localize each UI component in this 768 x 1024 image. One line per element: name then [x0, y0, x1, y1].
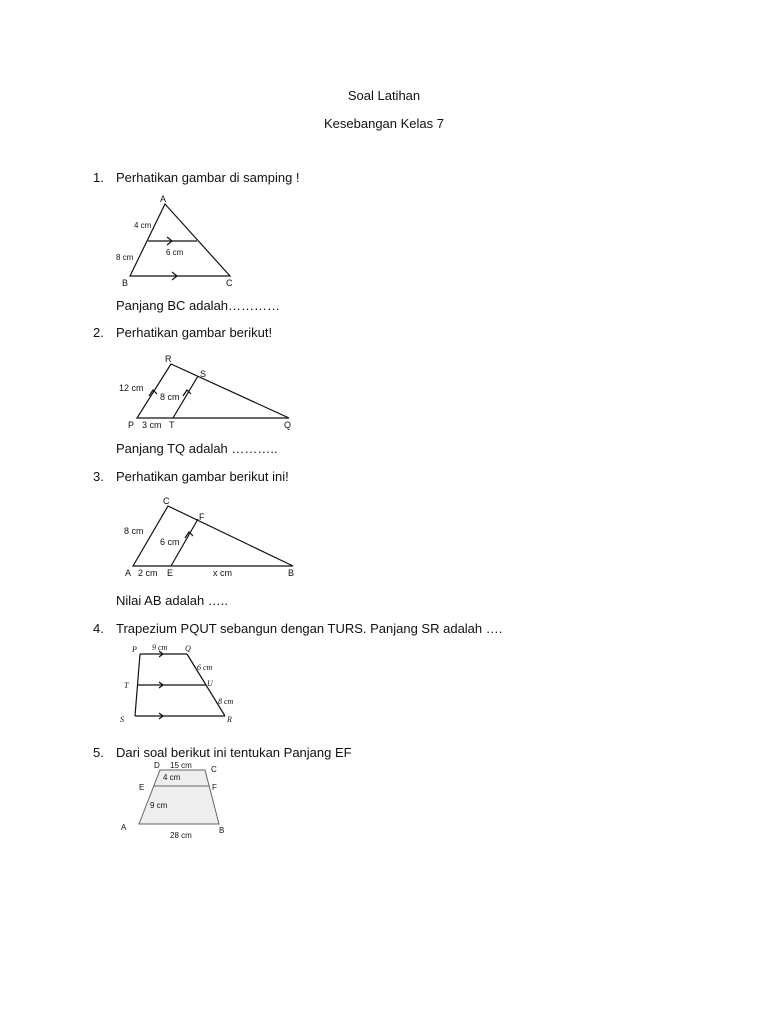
- label-vertex-e: E: [139, 783, 145, 792]
- label-vertex-a: A: [160, 194, 167, 204]
- label-side-ur: 8 cm: [218, 697, 234, 706]
- label-vertex-p: P: [128, 420, 135, 430]
- label-side-eb: x cm: [213, 568, 232, 578]
- label-side-qu: 6 cm: [197, 663, 213, 672]
- label-side-pt: 3 cm: [142, 420, 162, 430]
- label-vertex-q: Q: [284, 420, 292, 430]
- label-vertex-q: Q: [185, 644, 191, 653]
- label-vertex-p: P: [132, 645, 137, 654]
- label-vertex-b: B: [288, 568, 295, 578]
- question-text: Trapezium PQUT sebangun dengan TURS. Panjang SR adalah ….: [116, 621, 503, 636]
- label-side-pq: 9 cm: [152, 643, 168, 652]
- label-side-ab: 28 cm: [170, 831, 192, 840]
- label-vertex-t: T: [124, 681, 129, 690]
- question-answer: Panjang BC adalah…………: [116, 298, 281, 313]
- question-number: 1.: [93, 170, 104, 185]
- question-text: Perhatikan gambar berikut!: [116, 325, 273, 340]
- question-answer: Panjang TQ adalah ………..: [116, 441, 278, 456]
- label-side-pr: 12 cm: [119, 383, 144, 393]
- label-side-ef: 6 cm: [160, 537, 180, 547]
- label-vertex-f: F: [199, 512, 205, 522]
- question-number: 3.: [93, 469, 104, 484]
- label-vertex-r: R: [227, 715, 232, 724]
- figure-triangle-pqr: [115, 350, 305, 435]
- figure-triangle-abc-2: [115, 492, 305, 582]
- question-number: 5.: [93, 745, 104, 760]
- page-title: Soal Latihan: [347, 88, 421, 103]
- label-vertex-e: E: [167, 568, 174, 578]
- label-vertex-b: B: [122, 278, 129, 288]
- label-mid-segment: 6 cm: [166, 248, 184, 257]
- label-side-top: 4 cm: [134, 221, 152, 230]
- label-vertex-u: U: [207, 679, 213, 688]
- question-text: Dari soal berikut ini tentukan Panjang EF: [116, 745, 352, 760]
- label-vertex-a: A: [121, 823, 127, 832]
- label-vertex-d: D: [154, 761, 160, 770]
- question-text: Perhatikan gambar berikut ini!: [116, 469, 289, 484]
- question-number: 2.: [93, 325, 104, 340]
- label-side-dc: 15 cm: [170, 761, 192, 770]
- figure-trapezium-pqrs: [115, 642, 245, 730]
- label-vertex-s: S: [120, 715, 124, 724]
- label-vertex-r: R: [165, 354, 172, 364]
- question-number: 4.: [93, 621, 104, 636]
- label-vertex-c: C: [226, 278, 233, 288]
- label-vertex-t: T: [169, 420, 175, 430]
- label-side-ac: 8 cm: [124, 526, 144, 536]
- label-vertex-c: C: [211, 765, 217, 774]
- question-text: Perhatikan gambar di samping !: [116, 170, 300, 185]
- label-vertex-f: F: [212, 783, 217, 792]
- label-height-ea: 9 cm: [150, 801, 168, 810]
- label-side-bottom: 8 cm: [116, 253, 134, 262]
- label-vertex-b: B: [219, 826, 225, 835]
- figure-trapezium-abcd: [115, 760, 235, 842]
- label-side-ae: 2 cm: [138, 568, 158, 578]
- page-subtitle: Kesebangan Kelas 7: [324, 116, 444, 131]
- label-vertex-c: C: [163, 496, 170, 506]
- label-vertex-a: A: [125, 568, 132, 578]
- question-answer: Nilai AB adalah …..: [116, 593, 229, 608]
- figure-triangle-abc: [110, 192, 250, 292]
- label-vertex-s: S: [200, 369, 207, 379]
- label-height-de: 4 cm: [163, 773, 181, 782]
- label-side-ts: 8 cm: [160, 392, 180, 402]
